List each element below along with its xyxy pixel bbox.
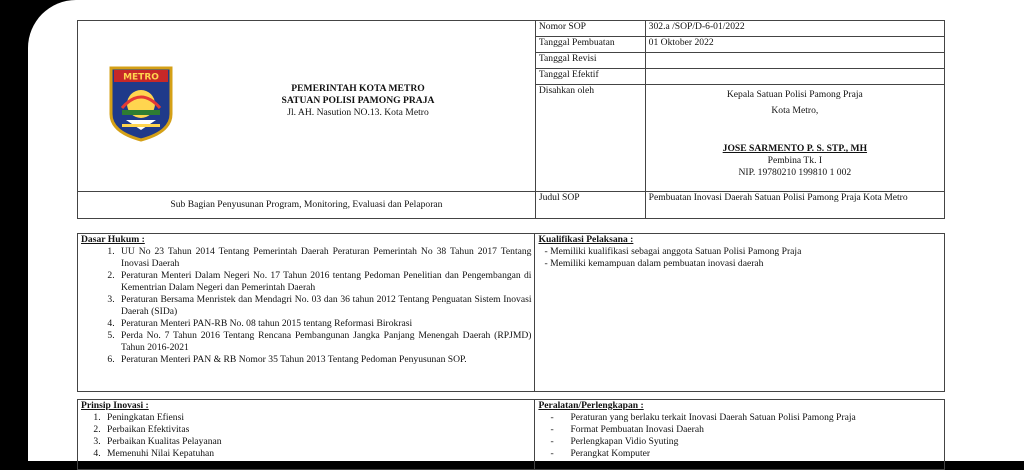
list-item: 4. Peraturan Menteri PAN-RB No. 08 tahun 2015 tentang Reformasi Birokrasi [117, 318, 531, 330]
approver-rank: Pembina Tk. I [767, 155, 823, 167]
kualifikasi-cell [535, 234, 945, 392]
peralatan-list [538, 412, 941, 460]
field-label-disahkan: Disahkan oleh [535, 85, 645, 192]
principles-table [77, 399, 945, 470]
field-value-judul-sop: Pembuatan Inovasi Daerah Satuan Polisi Pamong Praja Kota Metro [645, 192, 944, 219]
field-label-tanggal-pembuatan: Tanggal Pembuatan [535, 37, 645, 53]
approver-nip: NIP. 19780210 199810 1 002 [738, 167, 852, 179]
field-label-judul-sop: Judul SOP [535, 192, 645, 219]
prinsip-cell [78, 400, 535, 470]
legal-basis-table [77, 233, 945, 392]
list-item: 2. Perbaikan Efektivitas [103, 424, 531, 436]
field-value-tanggal-revisi [645, 53, 944, 69]
field-label-tanggal-revisi: Tanggal Revisi [535, 53, 645, 69]
dasar-hukum-cell [78, 234, 535, 392]
list-item: 5. Perda No. 7 Tahun 2016 Tentang Rencana Pembangunan Jangka Panjang Menengah Daerah (RPJMD) Tahun 2016-2021 [117, 330, 531, 354]
dasar-hukum-list [81, 246, 531, 366]
list-item: 4. Memenuhi Nilai Kepatuhan [103, 448, 531, 460]
list-item: 1. UU No 23 Tahun 2014 Tentang Pemerintah Daerah Peraturan Pemerintah No 38 Tahun 2017 Tentang Inovasi Daerah [117, 246, 531, 270]
prinsip-list [81, 412, 531, 460]
list-item: - Peraturan yang berlaku terkait Inovasi Daerah Satuan Polisi Pamong Praja [550, 412, 941, 424]
list-item: 3. Perbaikan Kualitas Pelayanan [103, 436, 531, 448]
peralatan-cell [535, 400, 945, 470]
sop-header-table [77, 20, 945, 219]
list-item: 1. Peningkatan Efiensi [103, 412, 531, 424]
approver-title1: Kepala Satuan Polisi Pamong Praja [726, 89, 863, 101]
approval-block [645, 85, 944, 192]
organization-block [198, 83, 518, 119]
approver-title2: Kota Metro, [771, 105, 819, 117]
org-name-line1: PEMERINTAH KOTA METRO [291, 83, 425, 94]
org-address: Jl. AH. Nasution NO.13. Kota Metro [287, 107, 429, 118]
approver-name: JOSE SARMENTO P. S. STP., MH [722, 143, 868, 155]
dasar-hukum-title: Dasar Hukum : [81, 234, 145, 245]
logo-text: METRO [123, 72, 159, 83]
prinsip-title: Prinsip Inovasi : [81, 400, 149, 411]
identity-cell [78, 21, 536, 192]
metro-city-emblem-icon [108, 64, 174, 142]
kualifikasi-list [538, 246, 941, 270]
field-value-tanggal-efektif [645, 69, 944, 85]
kualifikasi-title: Kualifikasi Pelaksana : [538, 234, 634, 245]
field-label-tanggal-efektif: Tanggal Efektif [535, 69, 645, 85]
list-item: 2. Peraturan Menteri Dalam Negeri No. 17 Tahun 2016 tentang Pedoman Penelitian dan Pengembangan di Kementrian Dalam Negeri dan Pemerintah Daerah [117, 270, 531, 294]
list-item: 6. Peraturan Menteri PAN & RB Nomor 35 Tahun 2013 Tentang Pedoman Penyusunan SOP. [117, 354, 531, 366]
sub-bagian: Sub Bagian Penyusunan Program, Monitoring, Evaluasi dan Pelaporan [78, 192, 536, 219]
peralatan-title: Peralatan/Perlengkapan : [538, 400, 644, 411]
org-name-line2: SATUAN POLISI PAMONG PRAJA [281, 95, 435, 106]
list-item: - Perlengkapan Vidio Syuting [550, 436, 941, 448]
field-value-tanggal-pembuatan: 01 Oktober 2022 [645, 37, 944, 53]
list-item: - Format Pembuatan Inovasi Daerah [550, 424, 941, 436]
field-value-nomor-sop: 302.a /SOP/D-6-01/2022 [645, 21, 944, 37]
list-item: 3. Peraturan Bersama Menristek dan Mendagri No. 03 dan 36 tahun 2012 Tentang Penguatan Sistem Inovasi Daerah (SIDa) [117, 294, 531, 318]
field-label-nomor-sop: Nomor SOP [535, 21, 645, 37]
list-item: - Memiliki kemampuan dalam pembuatan inovasi daerah [544, 258, 941, 270]
list-item: - Perangkat Komputer [550, 448, 941, 460]
list-item: - Memiliki kualifikasi sebagai anggota Satuan Polisi Pamong Praja [544, 246, 941, 258]
